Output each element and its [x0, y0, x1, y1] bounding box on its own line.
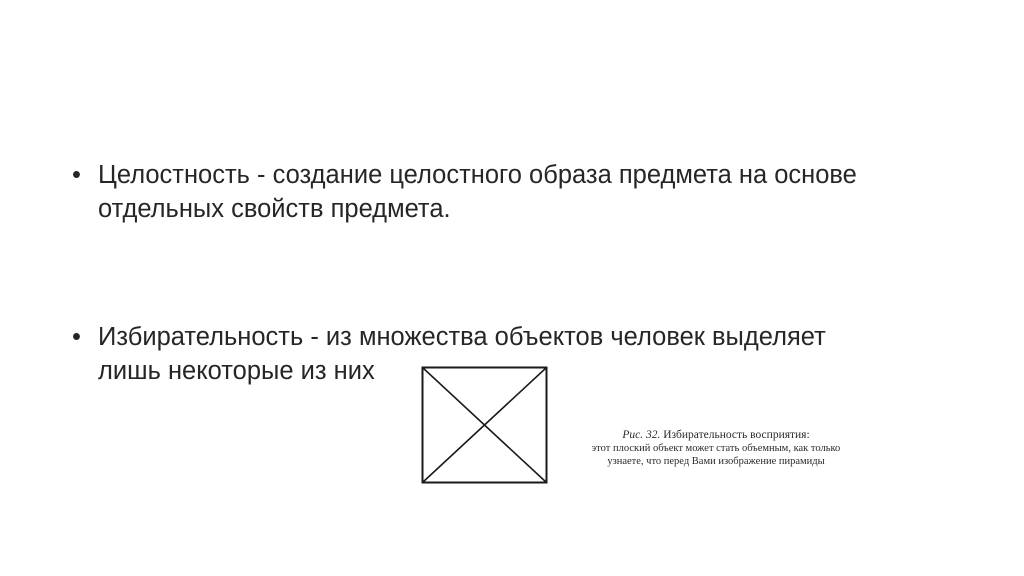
caption-figure-label: Рис. 32.	[622, 429, 661, 441]
figure-caption	[556, 428, 876, 468]
caption-figure-title: Избирательность восприятия:	[660, 429, 810, 441]
caption-title	[556, 428, 876, 442]
bullet-text-line: Целостность - создание целостного образа предмета на основе	[98, 161, 857, 189]
bullet-text-line: лишь некоторые из них	[98, 357, 375, 385]
caption-line: этот плоский объект может стать объемным, как только	[591, 443, 841, 454]
bullet-text-line: Избирательность - из множества объектов человек выделяет	[98, 323, 826, 351]
caption-line: узнаете, что перед Вами изображение пирамиды	[607, 456, 825, 467]
bullet-marker: •	[72, 323, 81, 351]
bullet-marker: •	[72, 161, 81, 189]
bullet-item-integrity	[72, 158, 922, 226]
bullet-text-line: отдельных свойств предмета.	[98, 195, 451, 223]
pyramid-square-figure	[421, 366, 548, 484]
bullet-text	[98, 158, 922, 226]
